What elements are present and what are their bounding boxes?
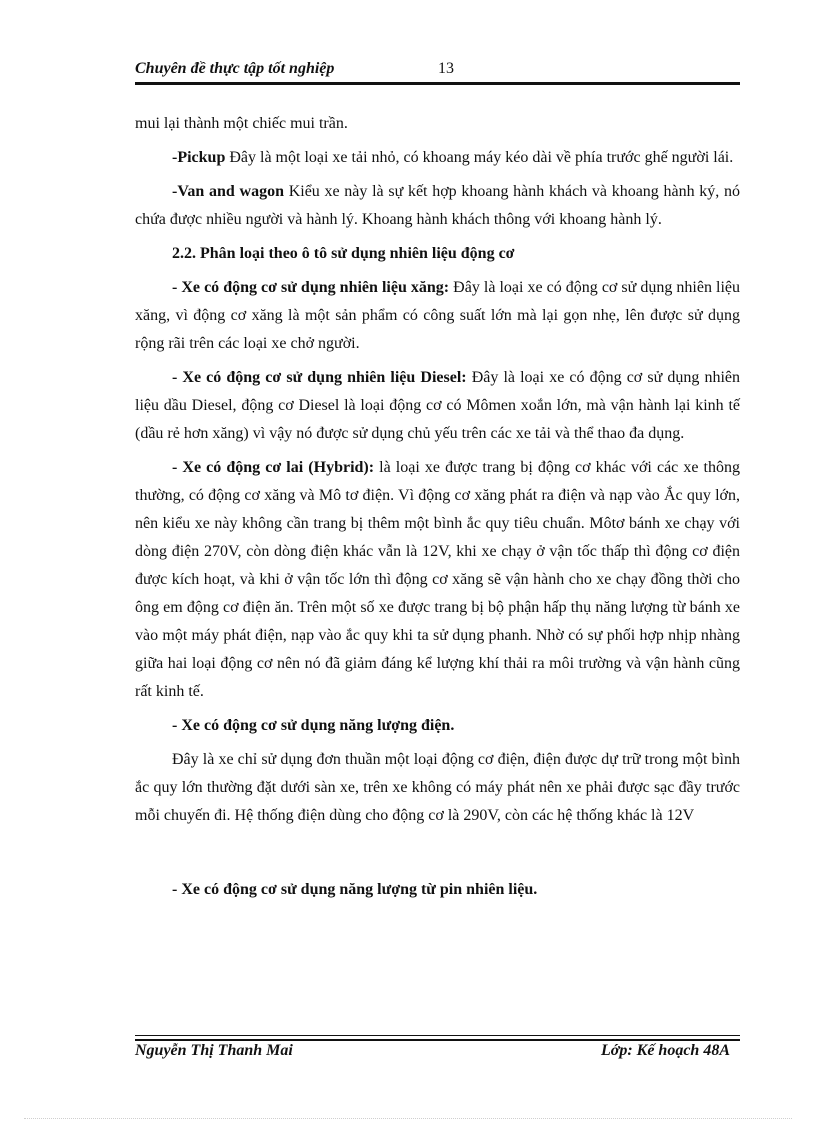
- text-hybrid: là loại xe được trang bị động cơ khác với các xe thông thường, có động cơ xăng và Mô tơ điện. Vì động cơ xăng phát ra điện và nạp vào Ắc quy lớn, nên kiểu xe này không cần trang bị thêm một bình ắc quy tiêu chuẩn. Môtơ bánh xe chạy với dòng điện 270V, còn dòng điện khác vẫn là 12V, khi xe chạy ở vận tốc thấp thì động cơ điện được kích hoạt, và khi ở vận tốc lớn thì động cơ xăng sẽ vận hành cho xe chạy đồng thời cho ông em động cơ điện ăn. Trên một số xe được trang bị bộ phận hấp thụ năng lượng từ bánh xe vào một máy phát điện, nạp vào ắc quy khi ta sử dụng phanh. Nhờ có sự phối hợp nhịp nhàng giữa hai loại động cơ nên nó đã giảm đáng kể lượng khí thải ra môi trường và vận hành cũng rất kinh tế.: [135, 459, 741, 700]
- document-title: Chuyên đề thực tập tốt nghiệp: [135, 60, 335, 77]
- paragraph-electric: Đây là xe chỉ sử dụng đơn thuần một loại động cơ điện, điện được dự trữ trong một bình ắc quy lớn thường đặt dưới sàn xe, trên xe không có máy phát nên xe phải được sạc đầy trước mỗi chuyến đi. Hệ thống điện dùng cho động cơ là 290V, còn các hệ thống khác là 12V: [135, 751, 740, 824]
- document-body: [135, 110, 740, 910]
- term-pickup: -Pickup: [172, 149, 226, 166]
- header-divider: [135, 82, 740, 85]
- text-petrol: Đây là loại xe có động cơ sử dụng nhiên liệu xăng, vì động cơ xăng là một sản phẩm có công suất lớn mà lại gọn nhẹ, lên được sử dụng rộng rãi trên các loại xe chở người.: [135, 279, 740, 352]
- term-electric: - Xe có động cơ sử dụng năng lượng điện.: [172, 717, 455, 734]
- paragraph-van-wagon: [135, 178, 740, 234]
- footer-divider-thin: [135, 1035, 740, 1036]
- term-hybrid: - Xe có động cơ lai (Hybrid):: [172, 459, 375, 476]
- page-footer: [135, 1042, 740, 1066]
- class-name: Lớp: Kế hoạch 48A: [600, 1042, 730, 1059]
- term-diesel: - Xe có động cơ sử dụng nhiên liệu Diesel:: [172, 369, 467, 386]
- text-van-wagon: Kiểu xe này là sự kết hợp khoang hành khách và khoang hành ký, nó chứa được nhiều người và hành lý. Khoang hành khách thông với khoang hành lý.: [135, 183, 741, 228]
- author-name: Nguyễn Thị Thanh Mai: [135, 1042, 293, 1059]
- text-diesel: Đây là loại xe có động cơ sử dụng nhiên liệu dầu Diesel, động cơ Diesel là loại động cơ có Mômen xoắn lớn, mà vận hành lại kinh tế (dầu rẻ hơn xăng) vì vậy nó được sử dụng chủ yếu trên các xe tải và thể thao đa dụng.: [135, 369, 741, 442]
- footer-divider-thick: [135, 1039, 740, 1041]
- term-fuel-cell: - Xe có động cơ sử dụng năng lượng từ pin nhiên liệu.: [172, 881, 538, 898]
- paragraph-petrol: [135, 274, 740, 358]
- term-van-wagon: -Van and wagon: [172, 183, 284, 200]
- paragraph-1: mui lại thành một chiếc mui trần.: [135, 115, 348, 132]
- page-header: [135, 58, 740, 82]
- paragraph-hybrid: [135, 454, 740, 706]
- term-petrol: - Xe có động cơ sử dụng nhiên liệu xăng:: [172, 279, 450, 296]
- blank-space: [135, 836, 740, 876]
- paragraph-electric-heading: [135, 712, 740, 740]
- text-pickup: Đây là một loại xe tải nhỏ, có khoang máy kéo dài về phía trước ghế người lái.: [225, 149, 734, 166]
- section-heading: 2.2. Phân loại theo ô tô sử dụng nhiên liệu động cơ: [172, 245, 515, 262]
- page-edge: [24, 1118, 792, 1119]
- paragraph-fuel-cell: [135, 876, 740, 904]
- paragraph-diesel: [135, 364, 740, 448]
- paragraph-pickup: [135, 144, 740, 172]
- page-number: 13: [438, 60, 454, 77]
